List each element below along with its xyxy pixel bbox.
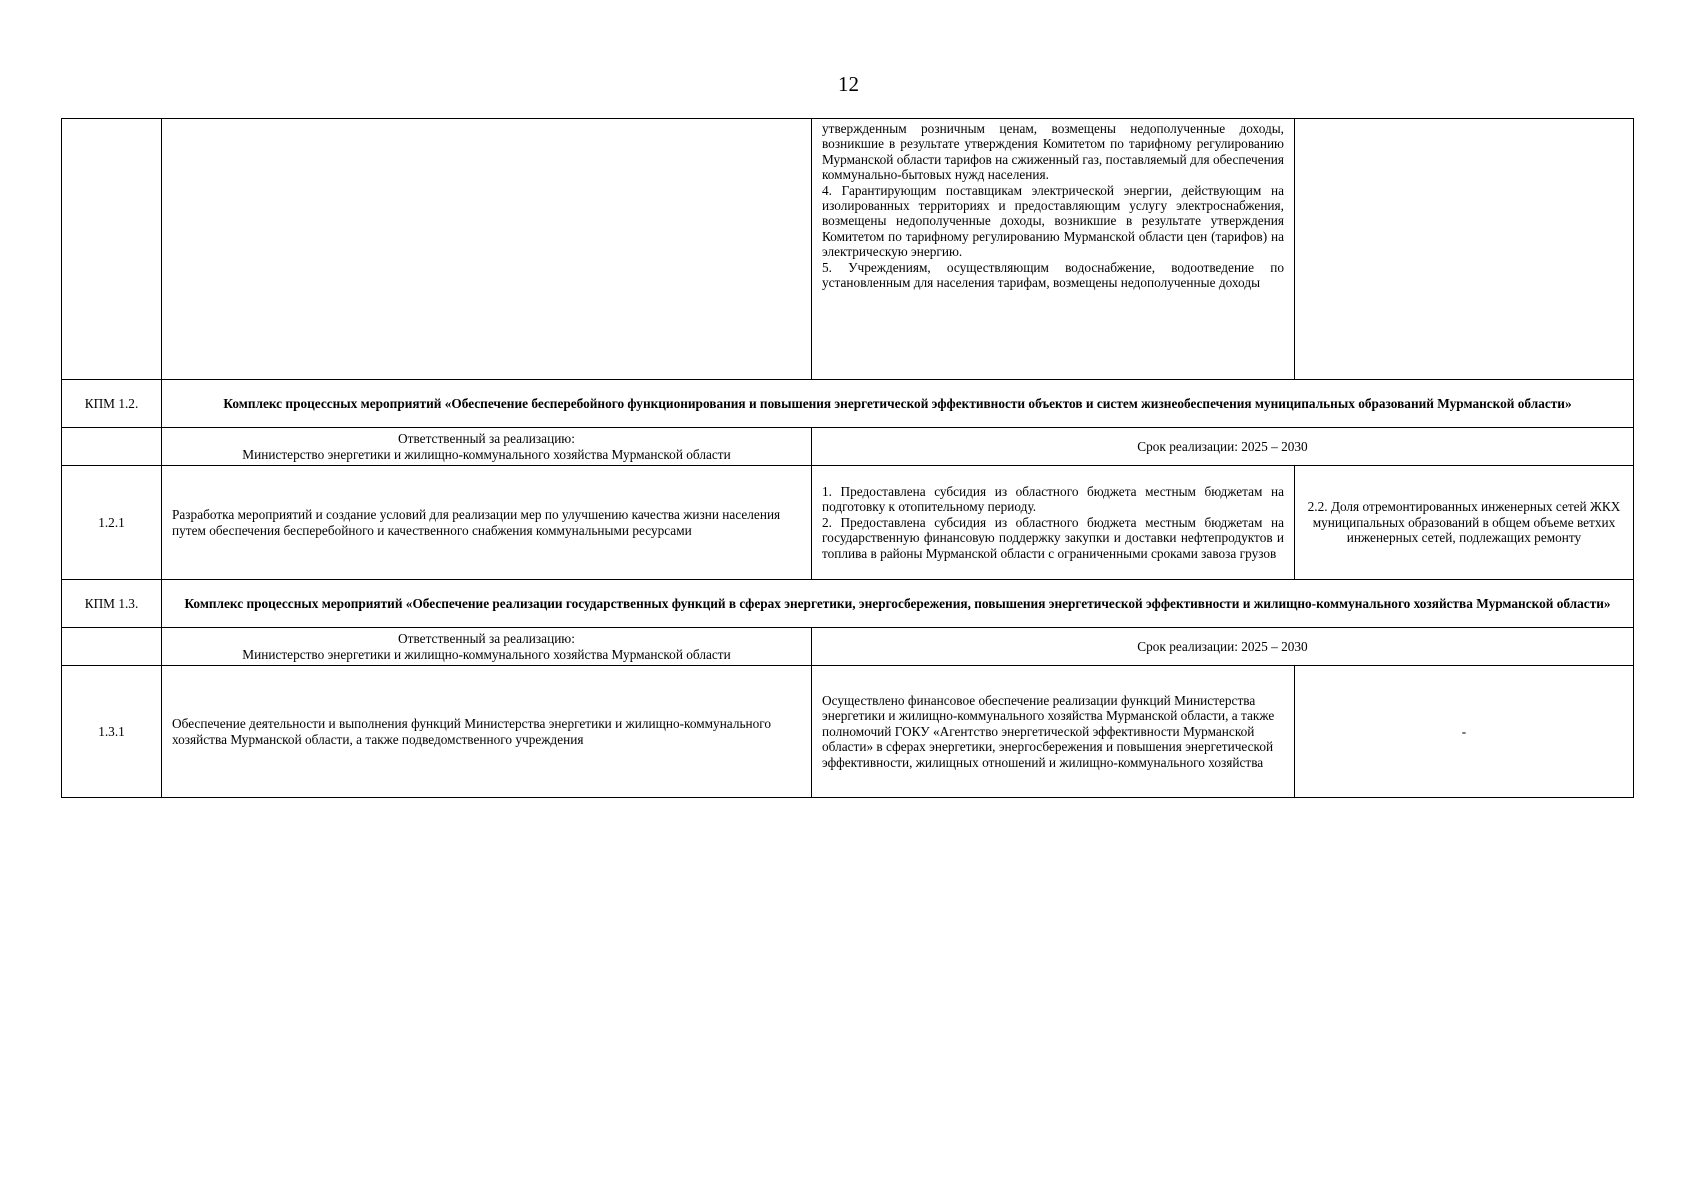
result-text-part-2: 4. Гарантирующим поставщикам электрической энергии, действующим на изолированных территориях и предоставляющим услугу электроснабжения, возмещены недополученные доходы, возникшие в результате утверждения Комитетом по тарифному регулированию Мурманской области цен (тарифов) на электрическую энергию. <box>822 182 1284 260</box>
responsible-row <box>62 428 1634 466</box>
responsible-value: Министерство энергетики и жилищно-коммунального хозяйства Мурманской области <box>242 646 731 662</box>
responsible-row <box>62 628 1634 666</box>
responsible-label: Ответственный за реализацию: <box>398 431 575 447</box>
responsible-cell <box>162 428 812 466</box>
measure-result: Осуществлено финансовое обеспечение реализации функций Министерства энергетики и жилищно-коммунального хозяйства Мурманской области, а также полномочий ГОКУ «Агентство энергетической эффективности Мурманской области» в сферах энергетики, энергосбережения и повышения энергетической эффективности, жилищных отношений и жилищно-коммунального хозяйства <box>812 666 1295 798</box>
measure-description: Разработка мероприятий и создание условий для реализации мер по улучшению качества жизни населения путем обеспечения бесперебойного и качественного снабжения коммунальными ресурсами <box>162 466 812 580</box>
result-text-part-3: 5. Учреждениям, осуществляющим водоснабжение, водоотведение по установленным для населения тарифам, возмещены недополученные доходы <box>822 259 1284 291</box>
complex-code: КПМ 1.3. <box>62 580 162 628</box>
measure-code: 1.3.1 <box>62 666 162 798</box>
measure-result <box>812 466 1295 580</box>
responsible-value: Министерство энергетики и жилищно-коммунального хозяйства Мурманской области <box>242 446 731 462</box>
page-number: 12 <box>838 72 859 96</box>
result-text-part-1: утвержденным розничным ценам, возмещены недополученные доходы, возникшие в результате утверждения Комитетом по тарифному регулированию Мурманской области тарифов на сжиженный газ, поставляемый для обеспечения коммунально-бытовых нужд населения. <box>822 121 1284 183</box>
program-table <box>61 118 1634 798</box>
complex-header-row <box>62 580 1634 628</box>
indicator-cell <box>1295 119 1634 380</box>
measure-indicator: 2.2. Доля отремонтированных инженерных сетей ЖКХ муниципальных образований в общем объеме ветхих инженерных сетей, подлежащих ремонту <box>1295 466 1634 580</box>
complex-title: Комплекс процессных мероприятий «Обеспечение реализации государственных функций в сферах энергетики, энергосбережения, повышения энергетической эффективности и жилищно-коммунального хозяйства Мурманской области» <box>162 580 1634 628</box>
responsible-cell <box>162 628 812 666</box>
code-cell <box>62 119 162 380</box>
measure-description: Обеспечение деятельности и выполнения функций Министерства энергетики и жилищно-коммунального хозяйства Мурманской области, а также подведомственного учреждения <box>162 666 812 798</box>
table-row <box>62 666 1634 798</box>
result-item-1: 1. Предоставлена субсидия из областного бюджета местным бюджетам на подготовку к отопительному периоду. <box>822 483 1284 515</box>
responsible-label: Ответственный за реализацию: <box>398 631 575 647</box>
table-row <box>62 119 1634 380</box>
table-row <box>62 466 1634 580</box>
result-item-2: 2. Предоставлена субсидия из областного бюджета местным бюджетам на государственную финансовую поддержку закупки и доставки нефтепродуктов и топлива в районы Мурманской области с ограниченными сроками завоза грузов <box>822 514 1284 561</box>
empty-code-cell <box>62 428 162 466</box>
measure-code: 1.2.1 <box>62 466 162 580</box>
result-cell <box>812 119 1295 380</box>
empty-code-cell <box>62 628 162 666</box>
implementation-period: Срок реализации: 2025 – 2030 <box>812 628 1634 666</box>
complex-code: КПМ 1.2. <box>62 380 162 428</box>
complex-title: Комплекс процессных мероприятий «Обеспечение бесперебойного функционирования и повышения энергетической эффективности объектов и систем жизнеобеспечения муниципальных образований Мурманской области» <box>162 380 1634 428</box>
measure-indicator: - <box>1295 666 1634 798</box>
implementation-period: Срок реализации: 2025 – 2030 <box>812 428 1634 466</box>
complex-header-row <box>62 380 1634 428</box>
description-cell <box>162 119 812 380</box>
